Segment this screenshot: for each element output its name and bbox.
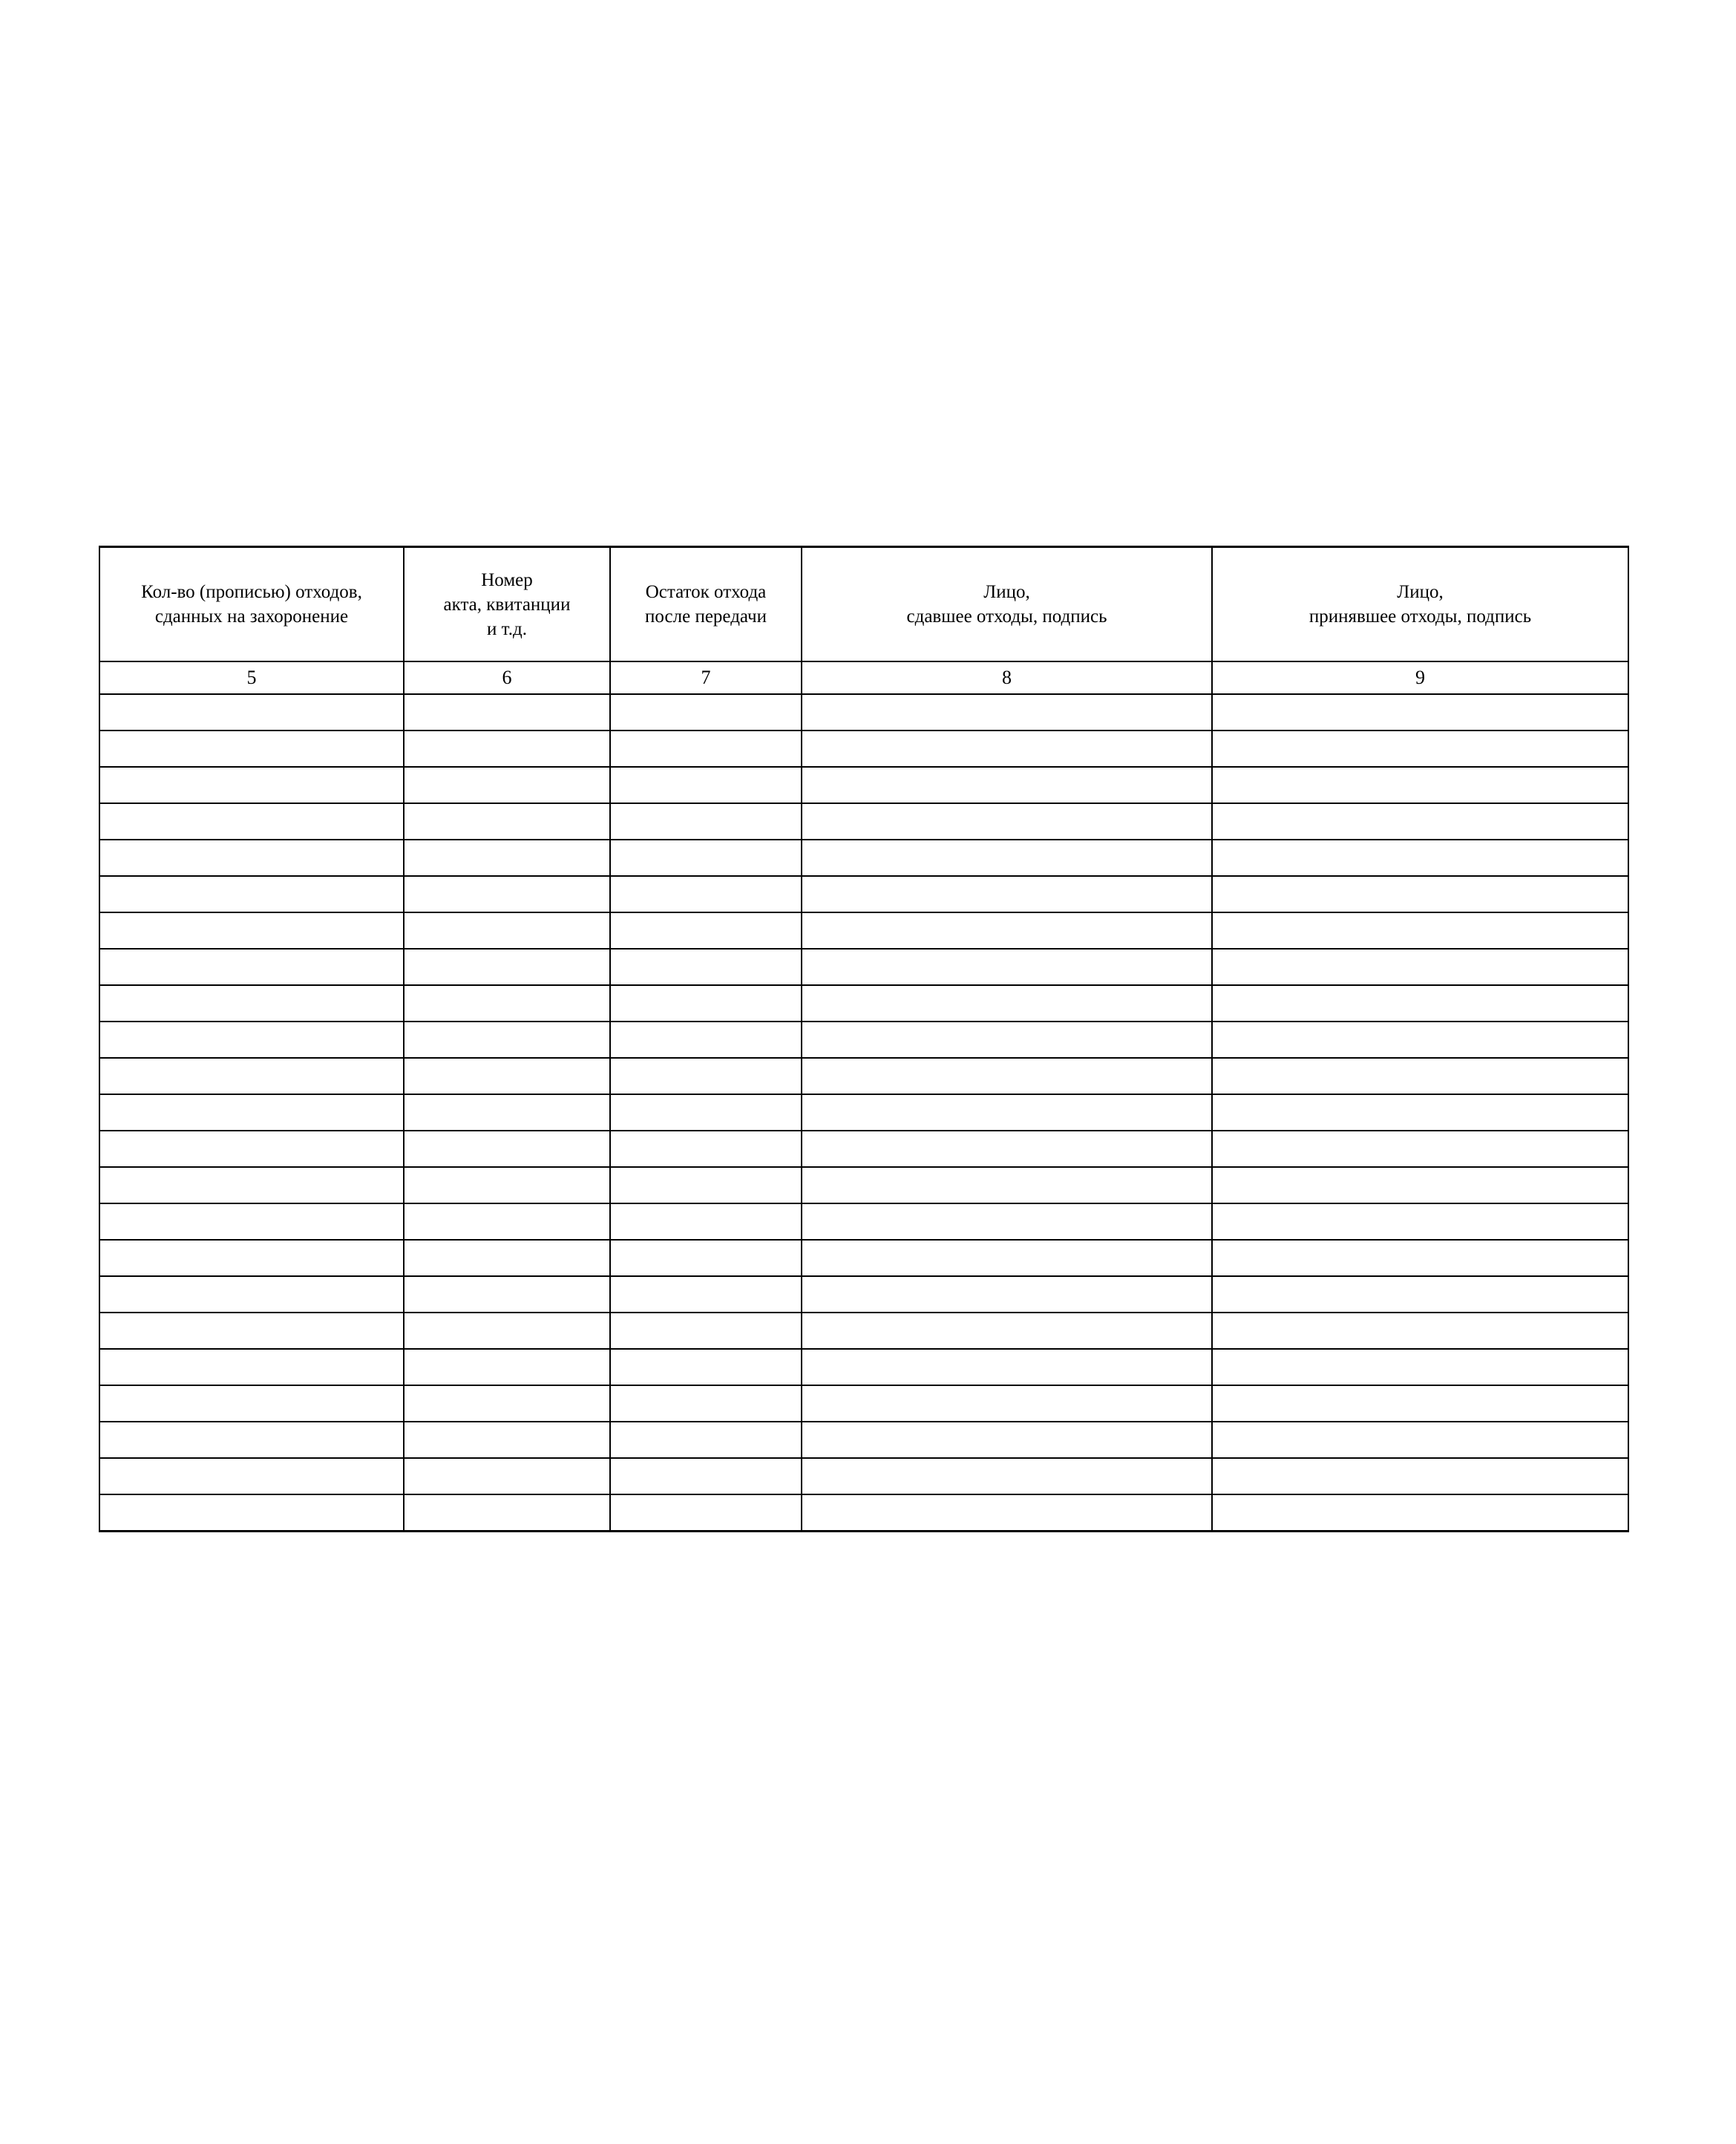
column-number-5: 5	[99, 661, 404, 694]
table-row[interactable]	[99, 840, 1628, 876]
table-cell[interactable]	[99, 1422, 404, 1458]
table-cell[interactable]	[1212, 731, 1628, 767]
table-cell[interactable]	[99, 694, 404, 731]
table-cell[interactable]	[802, 1131, 1212, 1167]
table-cell[interactable]	[404, 1022, 610, 1058]
table-cell[interactable]	[1212, 985, 1628, 1022]
table-cell[interactable]	[99, 985, 404, 1022]
table-cell[interactable]	[1212, 1240, 1628, 1276]
table-cell[interactable]	[802, 803, 1212, 840]
table-row[interactable]	[99, 1276, 1628, 1313]
table-row[interactable]	[99, 1385, 1628, 1422]
table-cell[interactable]	[1212, 1167, 1628, 1203]
table-cell[interactable]	[99, 1385, 404, 1422]
table-row[interactable]	[99, 767, 1628, 803]
table-cell[interactable]	[99, 1240, 404, 1276]
column-header-quantity-line1: Кол-во (прописью) отходов,	[141, 582, 362, 602]
table-row[interactable]	[99, 1458, 1628, 1494]
table-row[interactable]	[99, 1131, 1628, 1167]
table-cell[interactable]	[404, 1276, 610, 1313]
table-cell[interactable]	[404, 1240, 610, 1276]
table-row[interactable]	[99, 731, 1628, 767]
column-header-sender	[802, 547, 1212, 662]
table-cell[interactable]	[1212, 1058, 1628, 1094]
table-cell[interactable]	[404, 876, 610, 912]
table-cell[interactable]	[99, 1022, 404, 1058]
table-cell[interactable]	[1212, 1458, 1628, 1494]
table-cell[interactable]	[802, 1349, 1212, 1385]
table-row[interactable]	[99, 1422, 1628, 1458]
table-row[interactable]	[99, 694, 1628, 731]
table-row[interactable]	[99, 949, 1628, 985]
table-cell[interactable]	[99, 803, 404, 840]
table-cell[interactable]	[99, 1494, 404, 1532]
table-cell[interactable]	[1212, 949, 1628, 985]
column-header-remainder-line1: Остаток отхода	[645, 582, 767, 602]
table-cell[interactable]	[802, 1203, 1212, 1240]
table-cell[interactable]	[404, 1203, 610, 1240]
table-cell[interactable]	[1212, 767, 1628, 803]
table-cell[interactable]	[802, 1313, 1212, 1349]
table-cell[interactable]	[404, 840, 610, 876]
table-row[interactable]	[99, 803, 1628, 840]
table-cell[interactable]	[1212, 1385, 1628, 1422]
table-cell[interactable]	[99, 840, 404, 876]
table-cell[interactable]	[610, 1494, 802, 1532]
table-cell[interactable]	[404, 1349, 610, 1385]
table-cell[interactable]	[1212, 1494, 1628, 1532]
column-header-document-number-line2: акта, квитанции	[443, 594, 571, 615]
table-cell[interactable]	[404, 767, 610, 803]
table-cell[interactable]	[610, 840, 802, 876]
table-cell[interactable]	[802, 876, 1212, 912]
table-cell[interactable]	[1212, 1349, 1628, 1385]
table-cell[interactable]	[404, 1385, 610, 1422]
table-cell[interactable]	[404, 1058, 610, 1094]
table-cell[interactable]	[802, 731, 1212, 767]
column-header-sender-line1: Лицо,	[983, 582, 1030, 602]
table-cell[interactable]	[99, 1458, 404, 1494]
table-row[interactable]	[99, 1240, 1628, 1276]
column-header-remainder	[610, 547, 802, 662]
table-cell[interactable]	[404, 1422, 610, 1458]
table-row[interactable]	[99, 1022, 1628, 1058]
table-cell[interactable]	[99, 1276, 404, 1313]
table-cell[interactable]	[404, 1094, 610, 1131]
table-cell[interactable]	[99, 731, 404, 767]
table-header-row	[99, 547, 1628, 662]
table-cell[interactable]	[610, 1458, 802, 1494]
table-cell[interactable]	[99, 1313, 404, 1349]
table-row[interactable]	[99, 1494, 1628, 1532]
table-cell[interactable]	[1212, 1276, 1628, 1313]
column-header-document-number	[404, 547, 610, 662]
column-header-quantity	[99, 547, 404, 662]
table-cell[interactable]	[1212, 1422, 1628, 1458]
table-cell[interactable]	[1212, 803, 1628, 840]
column-header-quantity-line2: сданных на захоронение	[154, 607, 349, 627]
table-cell[interactable]	[802, 1458, 1212, 1494]
table-row[interactable]	[99, 1058, 1628, 1094]
table-row[interactable]	[99, 985, 1628, 1022]
table-row[interactable]	[99, 1203, 1628, 1240]
table-cell[interactable]	[802, 1494, 1212, 1532]
column-header-sender-line2: сдавшее отходы, подпись	[906, 607, 1107, 627]
table-cell[interactable]	[404, 949, 610, 985]
table-cell[interactable]	[610, 1349, 802, 1385]
table-cell[interactable]	[610, 1203, 802, 1240]
table-cell[interactable]	[610, 1022, 802, 1058]
table-cell[interactable]	[610, 1058, 802, 1094]
table-cell[interactable]	[610, 985, 802, 1022]
table-row[interactable]	[99, 912, 1628, 949]
column-header-document-number-line1: Номер	[481, 569, 533, 590]
table-cell[interactable]	[802, 1422, 1212, 1458]
table-cell[interactable]	[404, 1167, 610, 1203]
table-cell[interactable]	[610, 1385, 802, 1422]
table-cell[interactable]	[404, 912, 610, 949]
table-cell[interactable]	[99, 912, 404, 949]
table-cell[interactable]	[610, 767, 802, 803]
table-cell[interactable]	[802, 1167, 1212, 1203]
table-cell[interactable]	[610, 1422, 802, 1458]
column-number-7: 7	[610, 661, 802, 694]
table-cell[interactable]	[610, 1276, 802, 1313]
table-row[interactable]	[99, 876, 1628, 912]
table-cell[interactable]	[404, 694, 610, 731]
table-cell[interactable]	[610, 1240, 802, 1276]
column-header-remainder-line2: после передачи	[645, 607, 767, 627]
column-number-6: 6	[404, 661, 610, 694]
table-cell[interactable]	[610, 912, 802, 949]
table-cell[interactable]	[610, 1131, 802, 1167]
waste-transfer-log-table	[99, 546, 1629, 1532]
table-cell[interactable]	[802, 767, 1212, 803]
table-cell[interactable]	[610, 876, 802, 912]
column-header-receiver-line2: принявшее отходы, подпись	[1308, 607, 1532, 627]
table-cell[interactable]	[610, 1094, 802, 1131]
table-cell[interactable]	[802, 840, 1212, 876]
table-cell[interactable]	[99, 1203, 404, 1240]
table-cell[interactable]	[802, 1240, 1212, 1276]
table-cell[interactable]	[610, 949, 802, 985]
table-cell[interactable]	[99, 1058, 404, 1094]
table-cell[interactable]	[404, 1494, 610, 1532]
table-cell[interactable]	[99, 1131, 404, 1167]
table-cell[interactable]	[610, 694, 802, 731]
table-row[interactable]	[99, 1167, 1628, 1203]
table-cell[interactable]	[610, 803, 802, 840]
table-cell[interactable]	[802, 1385, 1212, 1422]
table-cell[interactable]	[1212, 1131, 1628, 1167]
table-cell[interactable]	[802, 1276, 1212, 1313]
table-cell[interactable]	[99, 1094, 404, 1131]
table-cell[interactable]	[404, 1131, 610, 1167]
table-cell[interactable]	[610, 731, 802, 767]
table-row[interactable]	[99, 1313, 1628, 1349]
table-row[interactable]	[99, 1094, 1628, 1131]
table-cell[interactable]	[99, 767, 404, 803]
table-row[interactable]	[99, 1349, 1628, 1385]
table-cell[interactable]	[1212, 840, 1628, 876]
column-number-8: 8	[802, 661, 1212, 694]
table-cell[interactable]	[99, 949, 404, 985]
column-header-document-number-line3: и т.д.	[487, 618, 527, 639]
table-cell[interactable]	[1212, 694, 1628, 731]
column-number-9: 9	[1212, 661, 1628, 694]
column-header-receiver-line1: Лицо,	[1397, 582, 1444, 602]
table-cell[interactable]	[404, 1313, 610, 1349]
table-cell[interactable]	[1212, 1094, 1628, 1131]
column-header-receiver	[1212, 547, 1628, 662]
table-cell[interactable]	[1212, 876, 1628, 912]
table-cell[interactable]	[802, 1022, 1212, 1058]
table-cell[interactable]	[802, 1058, 1212, 1094]
table-cell[interactable]	[802, 912, 1212, 949]
table-cell[interactable]	[1212, 1022, 1628, 1058]
table-cell[interactable]	[404, 803, 610, 840]
table-cell[interactable]	[99, 1349, 404, 1385]
table-cell[interactable]	[1212, 912, 1628, 949]
table-cell[interactable]	[1212, 1313, 1628, 1349]
table-column-number-row	[99, 661, 1628, 694]
table-cell[interactable]	[99, 1167, 404, 1203]
table-cell[interactable]	[404, 985, 610, 1022]
table-cell[interactable]	[1212, 1203, 1628, 1240]
table-cell[interactable]	[802, 694, 1212, 731]
table-cell[interactable]	[404, 1458, 610, 1494]
table-cell[interactable]	[802, 949, 1212, 985]
table-cell[interactable]	[802, 1094, 1212, 1131]
table-cell[interactable]	[802, 985, 1212, 1022]
table-cell[interactable]	[610, 1167, 802, 1203]
table-cell[interactable]	[99, 876, 404, 912]
table-cell[interactable]	[404, 731, 610, 767]
table-body	[99, 694, 1628, 1532]
table-cell[interactable]	[610, 1313, 802, 1349]
